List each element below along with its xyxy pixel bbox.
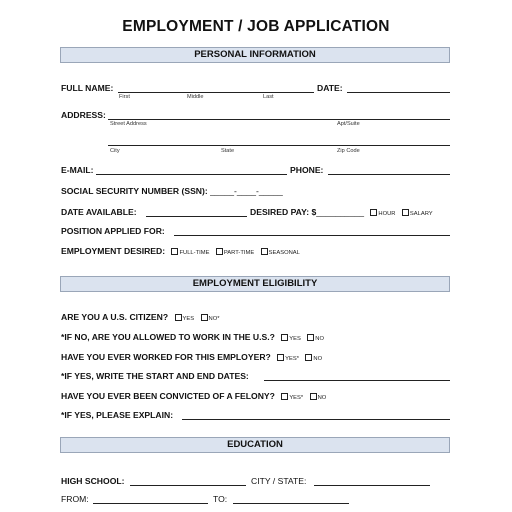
from-label: FROM: — [61, 494, 89, 504]
citizen-no-checkbox[interactable] — [201, 314, 208, 321]
worked-before-no-label: NO — [313, 356, 323, 362]
felony-yes-label: YES* — [289, 395, 304, 401]
from-field[interactable] — [93, 503, 208, 504]
citizen-question: ARE YOU A U.S. CITIZEN? — [61, 312, 169, 322]
work-allowed-yes-checkbox[interactable] — [281, 334, 288, 341]
citizen-yes-label: YES — [182, 316, 195, 322]
employment-desired-label: EMPLOYMENT DESIRED: — [61, 246, 166, 256]
worked-before-question: HAVE YOU EVER WORKED FOR THIS EMPLOYER? — [61, 352, 271, 362]
work-allowed-question-row — [61, 332, 324, 342]
apt-suite-hint: Apt/Suite — [337, 121, 360, 127]
citizen-no-label: NO* — [208, 316, 220, 322]
worked-before-yes-label: YES* — [285, 356, 300, 362]
city-hint: City — [110, 148, 120, 154]
full-name-field[interactable] — [118, 92, 314, 93]
hour-option-label: HOUR — [378, 211, 396, 217]
street-address-field[interactable] — [108, 119, 450, 120]
high-school-label: HIGH SCHOOL: — [61, 476, 125, 486]
felony-question: HAVE YOU EVER BEEN CONVICTED OF A FELONY? — [61, 391, 275, 401]
last-name-hint: Last — [263, 94, 274, 100]
citizen-yes-checkbox[interactable] — [175, 314, 182, 321]
seasonal-option-label: SEASONAL — [268, 250, 300, 256]
work-allowed-no-checkbox[interactable] — [307, 334, 314, 341]
section-header-personal: PERSONAL INFORMATION — [60, 47, 450, 63]
middle-name-hint: Middle — [187, 94, 204, 100]
email-label: E-MAIL: — [61, 165, 94, 175]
worked-before-yes-checkbox[interactable] — [277, 354, 284, 361]
city-state-field[interactable] — [314, 485, 430, 486]
state-hint: State — [221, 148, 235, 154]
date-available-field[interactable] — [146, 216, 247, 217]
phone-label: PHONE: — [290, 165, 324, 175]
phone-field[interactable] — [328, 174, 450, 175]
ssn-field[interactable]: _____-____-_____ — [210, 186, 283, 196]
hour-checkbox[interactable] — [370, 209, 377, 216]
citizen-question-row — [61, 312, 219, 322]
first-name-hint: First — [119, 94, 130, 100]
work-allowed-question: *IF NO, ARE YOU ALLOWED TO WORK IN THE U.S.? — [61, 332, 275, 342]
work-allowed-yes-label: YES — [289, 336, 301, 342]
explain-field[interactable] — [182, 419, 450, 420]
section-header-eligibility: EMPLOYMENT ELIGIBILITY — [60, 276, 450, 292]
felony-no-checkbox[interactable] — [310, 393, 317, 400]
work-allowed-no-label: NO — [315, 336, 324, 342]
start-end-dates-field[interactable] — [264, 380, 450, 381]
full-name-label: FULL NAME: — [61, 83, 114, 93]
desired-pay-label: DESIRED PAY: $ — [250, 207, 317, 217]
to-label: TO: — [213, 494, 228, 504]
date-available-label: DATE AVAILABLE: — [61, 207, 137, 217]
email-field[interactable] — [96, 174, 287, 175]
city-state-label: CITY / STATE: — [251, 476, 307, 486]
date-field[interactable] — [347, 92, 450, 93]
ssn-label-text: SOCIAL SECURITY NUMBER (SSN): — [61, 186, 208, 196]
part-time-option-label: PART-TIME — [223, 250, 255, 256]
city-state-zip-field[interactable] — [108, 145, 450, 146]
full-time-option-label: FULL-TIME — [179, 250, 210, 256]
seasonal-checkbox[interactable] — [261, 248, 268, 255]
part-time-checkbox[interactable] — [216, 248, 223, 255]
worked-before-question-row — [61, 352, 322, 362]
form-title: EMPLOYMENT / JOB APPLICATION — [122, 18, 390, 35]
high-school-field[interactable] — [130, 485, 246, 486]
address-label: ADDRESS: — [61, 110, 106, 120]
section-header-education: EDUCATION — [60, 437, 450, 453]
felony-yes-checkbox[interactable] — [281, 393, 288, 400]
felony-no-label: NO — [317, 395, 327, 401]
ssn-label — [61, 186, 283, 196]
position-field[interactable] — [174, 235, 450, 236]
position-label: POSITION APPLIED FOR: — [61, 226, 165, 236]
full-time-checkbox[interactable] — [171, 248, 178, 255]
date-label: DATE: — [317, 83, 343, 93]
start-end-dates-question: *IF YES, WRITE THE START AND END DATES: — [61, 371, 249, 381]
explain-question: *IF YES, PLEASE EXPLAIN: — [61, 410, 174, 420]
salary-checkbox[interactable] — [402, 209, 409, 216]
zip-code-hint: Zip Code — [337, 148, 360, 154]
employment-desired-row — [61, 246, 300, 256]
felony-question-row — [61, 391, 326, 401]
worked-before-no-checkbox[interactable] — [305, 354, 312, 361]
desired-pay-row — [250, 207, 433, 217]
salary-option-label: SALARY — [409, 211, 433, 217]
to-field[interactable] — [233, 503, 349, 504]
street-address-hint: Street Address — [110, 121, 147, 127]
desired-pay-field[interactable]: __________ — [316, 207, 365, 217]
